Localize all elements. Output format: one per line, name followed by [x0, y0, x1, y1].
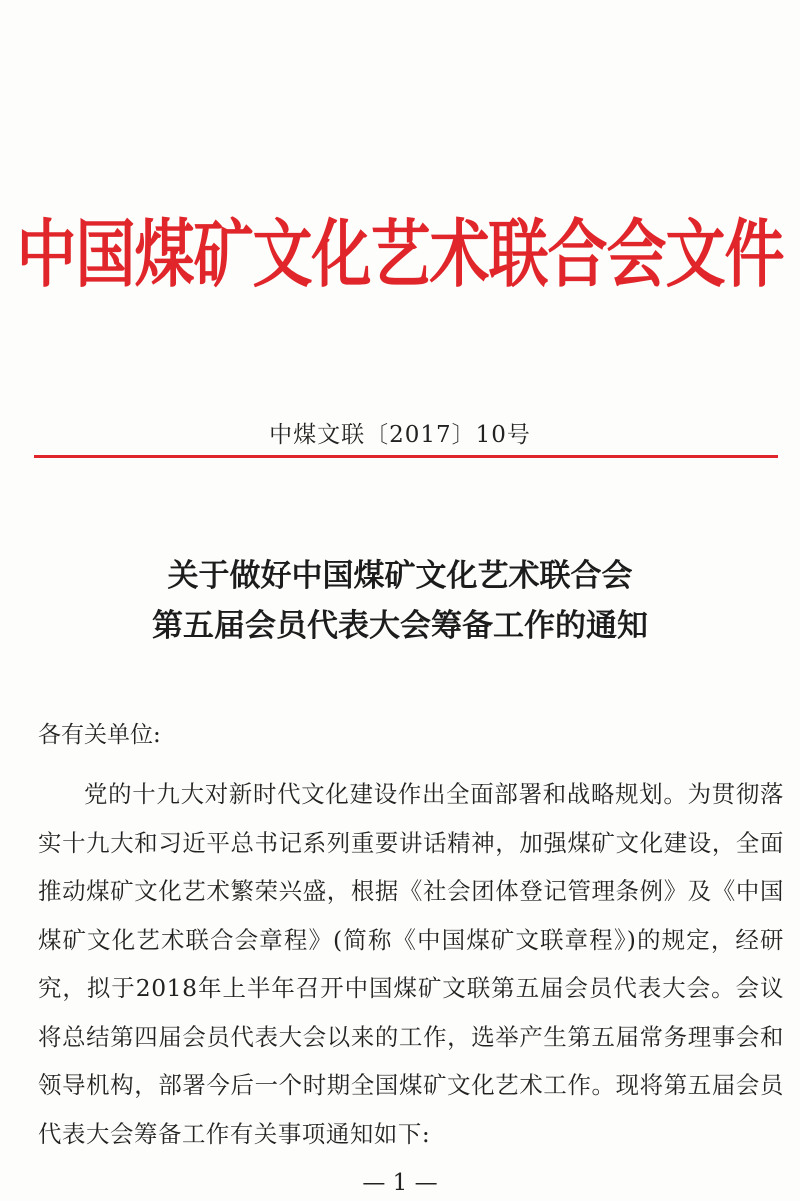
- document-number: 中煤文联〔2017〕10号: [269, 422, 531, 448]
- red-divider-line: [34, 455, 778, 458]
- salutation: 各有关单位:: [38, 722, 161, 748]
- page-number: — 1 —: [362, 1170, 438, 1196]
- masthead-text: 中国煤矿文化艺术联合会文件: [16, 212, 784, 298]
- body-paragraph: 党的十九大对新时代文化建设作出全面部署和战略规划。为贯彻落实十九大和习近平总书记系列重要讲话精神，加强煤矿文化建设，全面推动煤矿文化艺术繁荣兴盛，根据《社会团体登记管理条例》及《中国煤矿文化艺术联合会章程》(简称《中国煤矿文联章程》)的规定，经研究，拟于2018年上半年召开中国煤矿文联第五届会员代表大会。会议将总结第四届会员代表大会以来的工作，选举产生第五届常务理事会和领导机构，部署今后一个时期全国煤矿文化艺术工作。现将第五届会员代表大会筹备工作有关事项通知如下:: [38, 780, 784, 1148]
- document-title-line-2: 第五届会员代表大会筹备工作的通知: [152, 608, 648, 644]
- document-title-line-1: 关于做好中国煤矿文化艺术联合会: [167, 558, 633, 594]
- red-masthead: [0, 205, 800, 305]
